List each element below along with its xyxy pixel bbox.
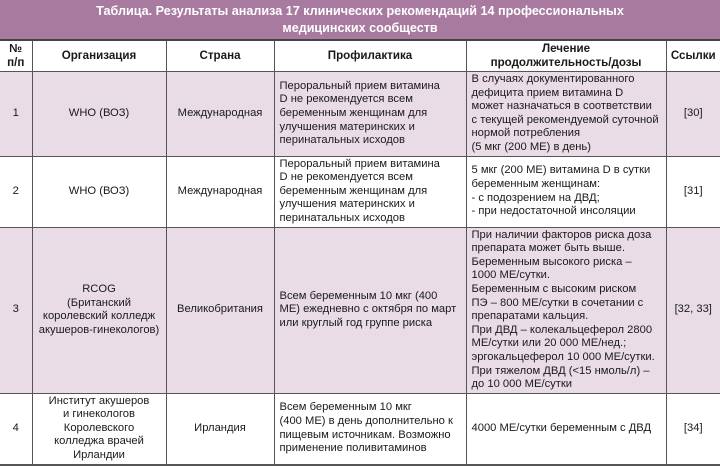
header-references: Ссылки <box>666 41 720 72</box>
cell-organization: WHO (ВОЗ) <box>32 72 166 157</box>
cell-country: Великобритания <box>166 227 274 393</box>
table-row <box>0 156 720 227</box>
header-row <box>0 41 720 72</box>
cell-references: [30] <box>666 72 720 157</box>
table-row <box>0 393 720 464</box>
cell-num: 1 <box>0 72 32 157</box>
cell-num: 2 <box>0 156 32 227</box>
cell-country: Международная <box>166 156 274 227</box>
cell-country: Международная <box>166 72 274 157</box>
recommendations-table <box>0 41 720 466</box>
cell-prevention: Пероральный прием витамина D не рекомендуется всем беременным женщинам для улучшения материнских и перинатальных исходов <box>274 72 466 157</box>
header-num: № п/п <box>0 41 32 72</box>
cell-country: Ирландия <box>166 393 274 464</box>
cell-prevention: Всем беременным 10 мкг (400 МЕ) в день дополнительно к пищевым источникам. Возможно применение поливитаминов <box>274 393 466 464</box>
cell-prevention: Пероральный прием витамина D не рекомендуется всем беременным женщинам для улучшения материнских и перинатальных исходов <box>274 156 466 227</box>
cell-organization: WHO (ВОЗ) <box>32 156 166 227</box>
cell-organization: RCOG (Британский королевский колледж акушеров-гинекологов) <box>32 227 166 393</box>
cell-treatment: 5 мкг (200 МЕ) витамина D в сутки беременным женщинам: - с подозрением на ДВД; - при недостаточной инсоляции <box>466 156 666 227</box>
cell-treatment: В случаях документированного дефицита прием витамина D может назначаться в соответствии с текущей рекомендуемой суточной нормой потребления (5 мкг (200 МЕ) в день) <box>466 72 666 157</box>
table-row <box>0 227 720 393</box>
header-country: Страна <box>166 41 274 72</box>
cell-prevention: Всем беременным 10 мкг (400 МЕ) ежедневно с октября по март или круглый год группе риска <box>274 227 466 393</box>
cell-num: 4 <box>0 393 32 464</box>
cell-treatment: При наличии факторов риска доза препарата может быть выше. Беременным высокого риска – 1000 МЕ/сутки. Беременным с высоким риском ПЭ – 800 МЕ/сутки в сочетании с препаратами кальция. При ДВД – колекальцеферол 2800 МЕ/сутки или 20 000 МЕ/нед.; эргокальцеферол 10 000 МЕ/сутки. При тяжелом ДВД (<15 нмоль/л) – до 10 000 МЕ/сутки <box>466 227 666 393</box>
title-line-1: Таблица. Результаты анализа 17 клинических рекомендаций 14 профессиональных <box>96 4 624 18</box>
cell-num: 3 <box>0 227 32 393</box>
table-title <box>0 0 720 41</box>
title-line-2: медицинских сообществ <box>282 21 438 35</box>
header-prevention: Профилактика <box>274 41 466 72</box>
cell-references: [31] <box>666 156 720 227</box>
cell-organization: Институт акушеров и гинекологов Королевского колледжа врачей Ирландии <box>32 393 166 464</box>
cell-references: [32, 33] <box>666 227 720 393</box>
cell-references: [34] <box>666 393 720 464</box>
table-row <box>0 72 720 157</box>
header-organization: Организация <box>32 41 166 72</box>
cell-treatment: 4000 МЕ/сутки беременным с ДВД <box>466 393 666 464</box>
header-treatment: Лечение продолжительность/дозы <box>466 41 666 72</box>
